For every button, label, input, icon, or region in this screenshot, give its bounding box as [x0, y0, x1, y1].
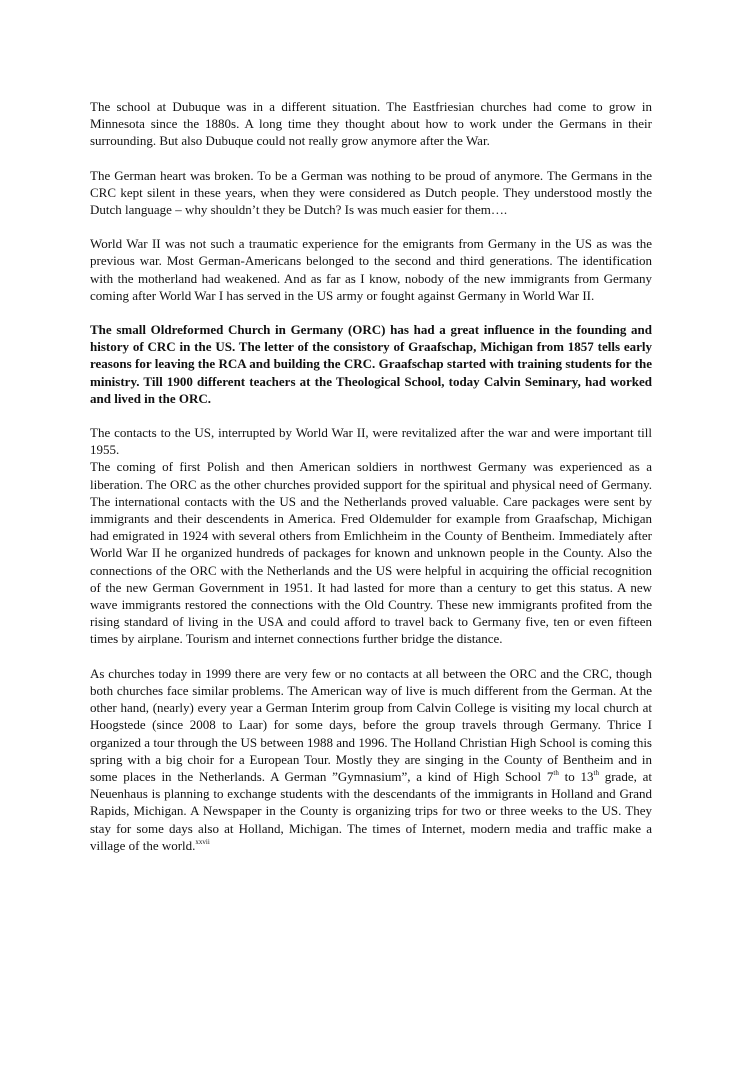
- churches-today-text-part-3: grade, at Neuenhaus is planning to exchange students with the descendants of the immigrants in Holland and Grand Rapids, Michigan. A Newspaper in the County is organizing trips for two or three weeks to the US. They stay for some days also at Holland, Michigan. The times of Internet, modern media and traffic make a village of the world.: [90, 768, 652, 853]
- paragraph-orc-influence: The small Oldreformed Church in Germany (ORC) has had a great influence in the founding and history of CRC in the US. The letter of the consistory of Graafschap, Michigan from 1857 tells early reasons for leaving the RCA and building the CRC. Graafschap started with training students for the ministry. Till 1900 different teachers at the Theological School, today Calvin Seminary, had worked and lived in the ORC.: [90, 322, 652, 406]
- superscript-th-7: th: [553, 768, 559, 777]
- paragraph-contacts-revitalized: The contacts to the US, interrupted by World War II, were revitalized after the war and were important till 1955.: [90, 425, 652, 458]
- superscript-th-13: th: [593, 768, 599, 777]
- paragraph-liberation-care-packages: The coming of first Polish and then American soldiers in northwest Germany was experienced as a liberation. The ORC as the other churches provided support for the spiritual and physical need of Germany. The international contacts with the US and the Netherlands proved valuable. Care packages were sent by immigrants and their descendents in America. Fred Oldemulder for example from Graafschap, Michigan had emigrated in 1924 with several others from Emlichheim in the County of Bentheim. Immediately after World War II he organized hundreds of packages for known and unknown people in the County. Also the connections of the ORC with the Netherlands and the US were helpful in acquiring the official recognition of the new German Government in 1951. It had lasted for more than a century to get this status. A new wave immigrants restored the connections with the Old Country. These new immigrants profited from the rising standard of living in the USA and could afford to travel back to Germany five, ten or even fifteen times by airplane. Tourism and internet connections further bridge the distance.: [90, 459, 652, 647]
- churches-today-text-part-2: to 13: [558, 768, 594, 784]
- churches-today-text-part-1: As churches today in 1999 there are very few or no contacts at all between the ORC and the CRC, though both churches face similar problems. The American way of live is much different from the German. At the other hand, (nearly) every year a German Interim group from Calvin College is visiting my local church at Hoogstede (since 2008 to Laar) for some days, before the group travels through Germany. Thrice I organized a tour through the US between 1988 and 1996. The Holland Christian High School is coming this spring with a big choir for a European Tour. Mostly they are singing in the County of Bentheim and in some places in the Netherlands. A German ”Gymnasium”, a kind of High School 7: [90, 665, 652, 784]
- footnote-reference-xxvii[interactable]: xxvii: [195, 837, 210, 846]
- paragraph-dubuque-school: The school at Dubuque was in a different situation. The Eastfriesian churches had come to grow in Minnesota since the 1880s. A long time they thought about how to work under the Germans in their surrounding. But also Dubuque could not really grow anymore after the War.: [90, 99, 652, 149]
- paragraph-churches-today: [90, 665, 652, 854]
- document-page: [90, 98, 652, 871]
- paragraph-world-war-two: World War II was not such a traumatic experience for the emigrants from Germany in the US as was the previous war. Most German-Americans belonged to the second and third generations. The identification with the motherland had weakened. And as far as I know, nobody of the new immigrants from Germany coming after World War I has served in the US army or fought against Germany in World War II.: [90, 236, 652, 303]
- paragraph-german-heart: The German heart was broken. To be a German was nothing to be proud of anymore. The Germans in the CRC kept silent in these years, when they were considered as Dutch people. They understood mostly the Dutch language – why shouldn’t they be Dutch? Is was much easier for them….: [90, 167, 652, 218]
